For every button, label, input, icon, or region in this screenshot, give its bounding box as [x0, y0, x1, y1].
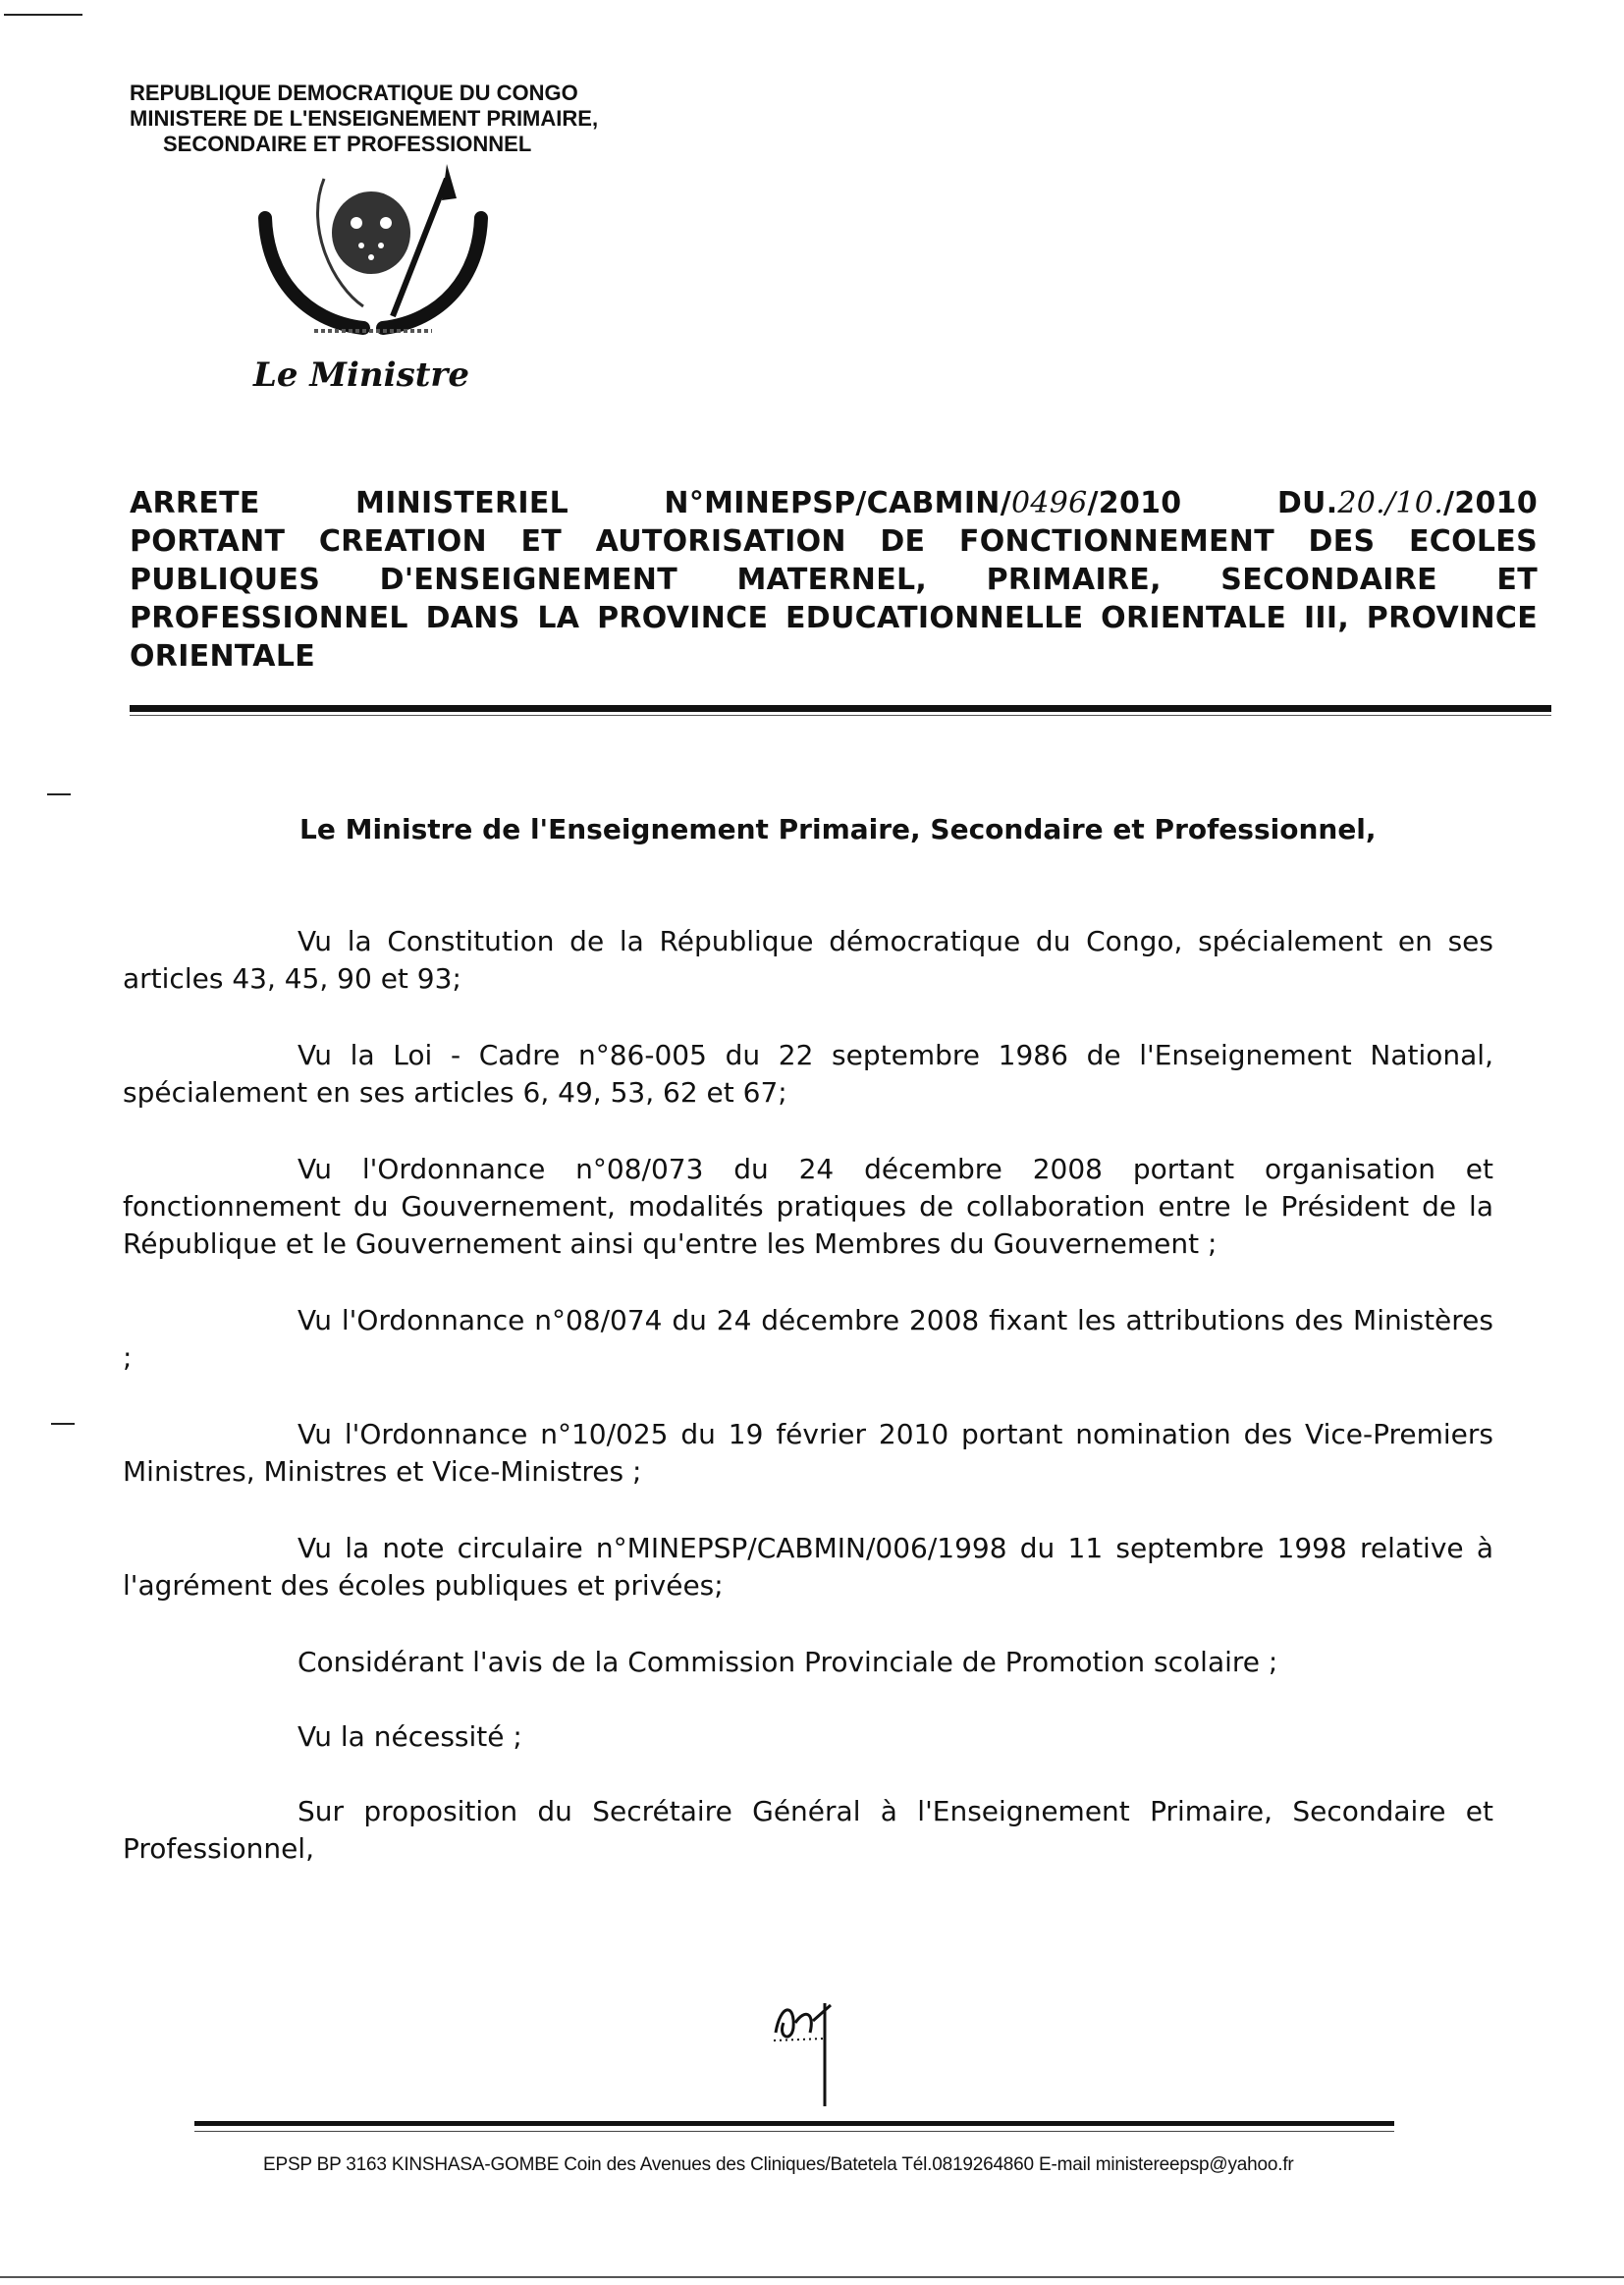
preamble-paragraph: Vu l'Ordonnance n°08/074 du 24 décembre 2008 fixant les attributions des Ministères ; [123, 1304, 1493, 1374]
decree-subject: PORTANT CREATION ET AUTORISATION DE FONCTIONNEMENT DES ECOLES PUBLIQUES D'ENSEIGNEMENT MATERNEL, PRIMAIRE, SECONDAIRE ET PROFESSIONNEL DANS LA PROVINCE EDUCATIONNELLE ORIENTALE III, PROVINCE ORIENTALE [130, 524, 1538, 674]
decree-number-line [130, 484, 1538, 522]
preamble-paragraph: Vu l'Ordonnance n°08/073 du 24 décembre 2008 portant organisation et fonctionnement du Gouvernement, modalités pratiques de collaboration entre le Président de la République et le Gouvernement ainsi qu'entre les Membres du Gouvernement ; [123, 1153, 1493, 1260]
preamble [123, 923, 1493, 1907]
decree-type: MINISTERIEL [355, 486, 569, 520]
minister-heading: Le Ministre de l'Enseignement Primaire, Secondaire et Professionnel, [299, 813, 1377, 845]
title-divider-thin [130, 715, 1551, 716]
signature-title: Le Ministre [253, 355, 469, 395]
letterhead-line-ministry-cont: SECONDAIRE ET PROFESSIONNEL [163, 132, 532, 156]
preamble-paragraph: Vu l'Ordonnance n°10/025 du 19 février 2010 portant nomination des Vice-Premiers Ministres, Ministres et Vice-Ministres ; [123, 1418, 1493, 1488]
decree-date: DU.20./10./2010 [1276, 486, 1538, 520]
decree-number: N°MINEPSP/CABMIN/0496/2010 [664, 486, 1182, 520]
decree-label: ARRETE [130, 486, 260, 520]
title-divider [130, 705, 1551, 712]
letterhead [130, 81, 598, 157]
handwritten-initials-icon [766, 1993, 864, 2111]
drc-coat-of-arms-icon [245, 159, 501, 346]
decree-date-handwritten: 20./10. [1337, 486, 1444, 520]
preamble-paragraph: Vu la nécessité ; [298, 1720, 522, 1753]
page-edge [0, 2276, 1624, 2278]
preamble-paragraph: Sur proposition du Secrétaire Général à l'Enseignement Primaire, Secondaire et Professionnel, [123, 1795, 1493, 1865]
preamble-paragraph: Vu la Constitution de la République démocratique du Congo, spécialement en ses articles 43, 45, 90 et 93; [123, 925, 1493, 995]
preamble-paragraph: Vu la Loi - Cadre n°86-005 du 22 septembre 1986 de l'Enseignement National, spécialement en ses articles 6, 49, 53, 62 et 67; [123, 1039, 1493, 1109]
letterhead-line-ministry: MINISTERE DE L'ENSEIGNEMENT PRIMAIRE, [130, 106, 599, 131]
footer-contact: EPSP BP 3163 KINSHASA-GOMBE Coin des Avenues des Cliniques/Batetela Tél.0819264860 E-mail ministereepsp@yahoo.fr [263, 2154, 1294, 2175]
scan-mark [47, 793, 71, 795]
scan-mark [51, 1423, 75, 1425]
footer-divider [194, 2121, 1394, 2126]
letterhead-line-country: REPUBLIQUE DEMOCRATIQUE DU CONGO [130, 81, 578, 105]
footer-divider-thin [194, 2131, 1394, 2132]
decree-title [130, 484, 1538, 676]
preamble-paragraph: Vu la note circulaire n°MINEPSP/CABMIN/006/1998 du 11 septembre 1998 relative à l'agrément des écoles publiques et privées; [123, 1532, 1493, 1602]
decree-number-handwritten: 0496 [1010, 486, 1088, 520]
scan-mark [4, 14, 82, 16]
preamble-paragraph: Considérant l'avis de la Commission Provinciale de Promotion scolaire ; [298, 1646, 1278, 1678]
